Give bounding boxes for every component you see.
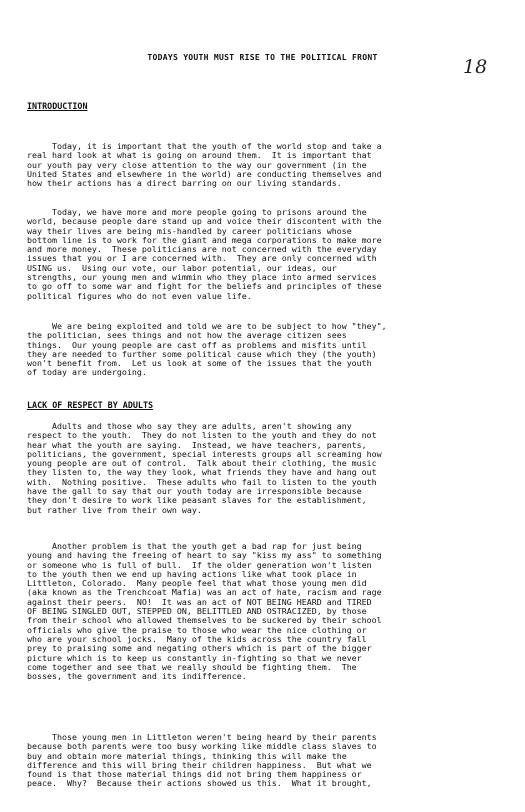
text-line: Another problem is that the youth get a bad rap for just being	[27, 541, 362, 551]
text-line: bottom line is to work for the giant and mega corporations to make more	[27, 234, 382, 245]
text-line: way their lives are being mis-handled by career politicians whose	[27, 225, 352, 236]
paragraph-intro-3	[27, 322, 499, 378]
text-line: they don't desire to work like peasant slaves for the establishment,	[27, 495, 367, 506]
text-line: difference and this will bring their children happiness. But what we	[27, 759, 372, 770]
text-line: Adults and those who say they are adults, aren't showing any	[27, 421, 352, 431]
text-line: the politician, sees things and not how the average citizen sees	[27, 330, 347, 341]
text-line: and more money. These politicians are not concerned with the everyday	[27, 244, 377, 255]
text-line: they are needed to further some political cause which they (the youth)	[27, 348, 377, 359]
text-line: how their actions has a direct barring on our living standards.	[27, 178, 342, 189]
text-line: to go off to some war and fight for the beliefs and principles of these	[27, 281, 382, 292]
paragraph-intro-1	[27, 142, 499, 188]
text-line: of today are undergoing.	[27, 367, 147, 378]
text-line: young and having the freeing of heart to say "kiss my ass" to something	[27, 550, 382, 561]
section-heading-lack-of-respect: LACK OF RESPECT BY ADULTS	[27, 400, 154, 410]
text-line: young people are out of control. Talk about their clothing, the music	[27, 458, 377, 469]
text-line: USING us. Using our vote, our labor potential, our ideas, our	[27, 262, 337, 273]
text-line: hear what the youth are saying. Instead, we have teachers, parents,	[27, 439, 367, 450]
text-line: issues that you or I are concerned with. They are only concerned with	[27, 253, 377, 264]
text-line: strengths, our young men and wimmin who they place into armed services	[27, 272, 377, 283]
text-line: our youth pay very close attention to the way our government (in the	[27, 159, 367, 170]
text-line: We are being exploited and told we are to be subject to how "they",	[27, 321, 387, 331]
text-line: respect to the youth. They do not listen to the youth and they do not	[27, 430, 377, 441]
text-line: with. Nothing positive. These adults who fail to listen to the youth	[27, 476, 377, 487]
text-line: buy and obtain more material things, thinking this will make the	[27, 750, 347, 761]
text-line: from their school who allowed themselves to be suckered by their school	[27, 615, 382, 626]
text-line: because both parents were too busy working like middle class slaves to	[27, 741, 377, 752]
text-line: picture which is to keep us constantly in-fighting so that we never	[27, 652, 362, 663]
text-line: or someone who is full of bull. If the older generation won't listen	[27, 559, 372, 570]
text-line: real hard look at what is going on around them. It is important that	[27, 150, 372, 161]
paragraph-respect-3	[27, 733, 499, 789]
handwritten-page-number: 18	[463, 56, 488, 78]
section-heading-introduction: INTRODUCTION	[27, 101, 88, 111]
text-line: political figures who do not even value life.	[27, 290, 252, 301]
text-line: found is that those material things did not bring them happiness or	[27, 769, 362, 780]
text-line: officials who give the praise to those who wear the nice clothing or	[27, 624, 367, 635]
text-line: but rather live from their own way.	[27, 504, 202, 515]
text-line: bosses, the government and its indifference.	[27, 671, 247, 682]
text-line: against their peers. NO! It was an act of NOT BEING HEARD and TIRED	[27, 596, 372, 607]
text-line: won't benefit from. Let us look at some of the issues that the youth	[27, 358, 372, 369]
text-line: peace. Why? Because their actions showed us this. What it brought,	[27, 778, 372, 789]
text-line: who are your school jocks. Many of the kids across the country fall	[27, 633, 367, 644]
text-line: things. Our young people are cast off as problems and misfits until	[27, 339, 367, 350]
paragraph-respect-1	[27, 422, 499, 515]
text-line: prey to praising some and negating others which is part of the bigger	[27, 643, 372, 654]
text-line: they listen to, the way they look, what friends they have and hang out	[27, 467, 377, 478]
document-title: TODAYS YOUTH MUST RISE TO THE POLITICAL FRONT	[147, 53, 378, 62]
text-line: politicians, the government, special interests groups all screaming how	[27, 448, 382, 459]
paragraph-respect-2	[27, 542, 499, 681]
text-line: Littleton, Colorado. Many people feel that what those young men did	[27, 578, 367, 589]
text-line: world, because people dare stand up and voice their discontent with the	[27, 216, 382, 227]
text-line: Today, it is important that the youth of the world stop and take a	[27, 141, 382, 151]
text-line: Today, we have more and more people going to prisons around the	[27, 207, 367, 217]
text-line: OF BEING SINGLED OUT, STEPPED ON, BELITTLED AND OSTRACIZED, by those	[27, 606, 367, 617]
text-line: United States and elsewhere in the world) are conducting themselves and	[27, 168, 382, 179]
text-line: come together and see that we really should be fighting them. The	[27, 661, 357, 672]
text-line: to the youth then we end up having actions like what took place in	[27, 568, 357, 579]
text-line: have the gall to say that our youth today are irresponsible because	[27, 486, 362, 497]
paragraph-intro-2	[27, 208, 499, 301]
text-line: (aka known as the Trenchcoat Mafia) was an act of hate, racism and rage	[27, 587, 382, 598]
text-line: Those young men in Littleton weren't being heard by their parents	[27, 732, 377, 742]
